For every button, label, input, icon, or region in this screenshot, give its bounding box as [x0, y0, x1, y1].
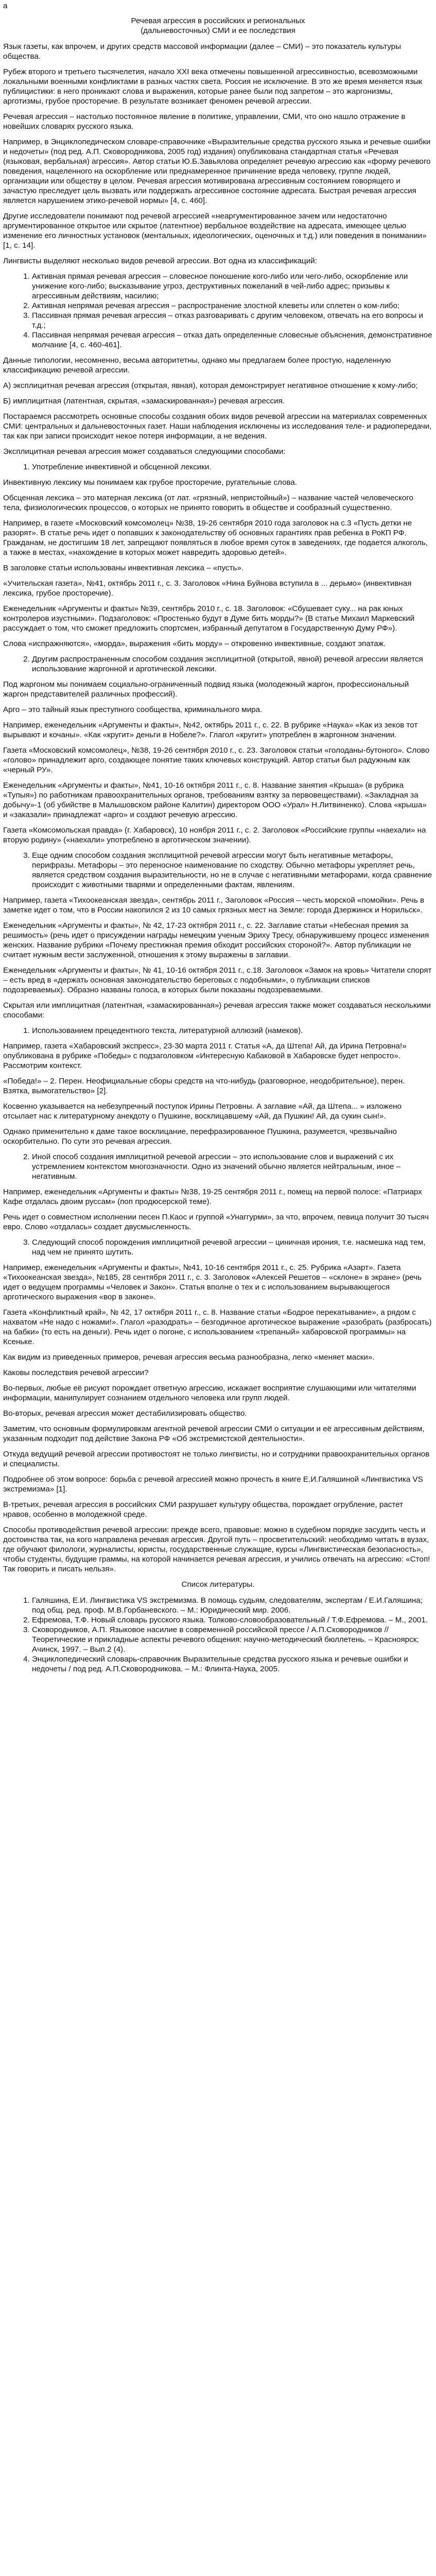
paragraph: Язык газеты, как впрочем, и других средств массовой информации (далее – СМИ) – это показатель культуры общества. — [3, 42, 401, 61]
list-item: 4. Пассивная непрямая речевая агрессия – отказ дать определенные словесные объяснения, демонстративное молчание [4, с. 460-461]. — [32, 330, 433, 350]
paragraph: Еженедельник «Аргументы и факты», № 41, 10-16 октября 2011 г., с.18. Заголовок «Замок на кровь» Читатели спорят – есть вред в «держать основная законодательство береговых с подобными», о публикации списков подозреваемых). Образно названы голоса, в которых были показаны подозреваемыми. — [3, 966, 432, 994]
paragraph: Во-вторых, речевая агрессия может дестабилизировать общество. — [3, 1409, 247, 1418]
paragraph: Еженедельник «Аргументы и факты», №41, 10-16 октября 2011 г., с. 8. Название занятия «Крыша» (в рубрика «Тупыя») по работникам правоохранительных органов, требованиям взятку за первовеществами). «Закладная за добычу»-1 (об убийстве в Малышовском районе Калитин) директором ООО «Урал» Н.Литвиненко). Слова «крыша» и «заказали» принадлежат «арго» и создают речевую агрессию. — [3, 781, 427, 819]
paragraph: Однако применительно к даме такое восклицание, перефразированное Пушкина, разумеется, чрезвычайно оскорбительно. По сути это речевая агрессия. — [3, 1127, 397, 1146]
list-item: 1. Активная прямая речевая агрессия – словесное поношение кого-либо или чего-либо, оскорбление или унижение кого-либо; высказывание угроз, деструктивных пожеланий в чей-либо адрес; призывы к агрессивным действиям, насилию; — [32, 272, 433, 301]
list-item: 1. Употребление инвективной и обсценной лексики. — [32, 462, 433, 472]
list-item: 2. Активная непрямая речевая агрессия – распространение злостной клеветы или сплетен о ком-либо; — [32, 301, 433, 311]
paragraph: Во-первых, любые её рисуют порождает ответную агрессию, искажает восприятие слушающими или читателями информации, манипулирует сознанием отдельного человека или групп людей. — [3, 1384, 416, 1402]
paragraph: Например, газета «Хабаровский экспресс», 23-30 марта 2011 г. Статья «А, да Штепа! Ай, да Ирина Петровна!» опубликована в рубрике «Победы» с подзаголовком «Интересную Кабаковой в Хабаровске будет непросто». Рассмотрим контекст. — [3, 1042, 407, 1070]
references-list — [3, 1596, 433, 1674]
numbered-list — [3, 654, 433, 674]
paragraph: Речевая агрессия – настолько постоянное явление в политике, управлении, СМИ, что оно нашло отражение в новейших словарях русского языка. — [3, 112, 406, 131]
paragraph: Постараемся рассмотреть основные способы создания обоих видов речевой агрессии на материалах современных СМИ: центральных и дальневосточных газет. Наши наблюдения исключены из исследования теле- и радиопередачи, так как при записи происходит некое потеря информации, а не ведения. — [3, 412, 432, 440]
paragraph: Слова «испражняются», «морда», выражения «бить морду» – откровенно инвективные, создают эпатаж. — [3, 639, 386, 648]
paragraph: Например, газета «Тихоокеанская звезда», сентябрь 2011 г., Заголовок «Россия – честь морской «помойки». Речь в заметке идет о том, что в России накопился 2 из 10 самых грязных мест на Земле: города Дзержинск и Норильск». — [3, 896, 425, 914]
list-item: 3. Пассивная прямая речевая агрессия – отказ разговаривать с другим человеком, отвечать на его вопросы и т.д.; — [32, 311, 433, 330]
paragraph: В-третьих, речевая агрессия в российских СМИ разрушает культуру общества, порождает огрубление, растет нравов, особенно в молодежной среде. — [3, 1500, 404, 1519]
numbered-list — [3, 851, 433, 890]
list-item: 2. Другим распространенным способом создания эксплицитной (открытой, явной) речевой агрессии является использование жаргонной и арготической лексики. — [32, 654, 433, 674]
paragraph: Эксплицитная речевая агрессия может создаваться следующими способами: — [3, 447, 286, 456]
paragraph: Другие исследователи понимают под речевой агрессией «неаргументированное зачем или недостаточно аргументированное открытое или скрытое (латентное) вербальное воздействие на адресата, имеющее целью изменение его личностных установок (ментальных, идеологических, оценочных и т.д.) или поведения в понимании» [1, с. 14]. — [3, 212, 427, 250]
paragraph: Скрытая или имплицитная (латентная, «замаскированная») речевая агрессия также может создаваться несколькими способами: — [3, 1001, 431, 1020]
article-title-line: Речевая агрессия в российских и региональных — [131, 16, 305, 25]
paragraph: Откуда ведущий речевой агрессии противостоят не только лингвисты, но и сотрудники правоохранительных органов и специалисты. — [3, 1450, 430, 1468]
reference-item: 1. Галяшина, Е.И. Лингвистика VS экстремизма. В помощь судьям, следователям, экспертам / Е.И.Галяшина; под общ. ред. проф. М.В.Горбаневского. – М.: Юридический мир. 2006. — [32, 1596, 433, 1615]
paragraph: Лингвисты выделяют несколько видов речевой агрессии. Вот одна из классификаций: — [3, 257, 317, 265]
paragraph: Например, в Энциклопедическом словаре-справочнике «Выразительные средства русского языка и речевые ошибки и недочеты» (под ред. А.П. Сковородникова, 2005 год) издания) опубликована стандартная статья «Речевая (языковая, вербальная) агрессия». Автор статьи Ю.Б.Завьялова определяет речевую агрессию как «форму речевого поведения, нацеленного на оскорбление или преднамеренное причинение вреда человеку, группе людей, организации или обществу в целом. Речевая агрессия мотивирована агрессивным состоянием говорящего и зачастую преследует цель вызвать или поддержать агрессивное состояние адресата. Быстрая речевая агрессия является нарушением этико-речевой нормы» [4, с. 460]. — [3, 138, 431, 205]
paragraph: Например, еженедельник «Аргументы и факты», №42, октябрь 2011 г., с. 22. В рубрике «Наука» «Как из зеков тот вырывают и кочаны». «Как «кругит» деньги в Нобеле?». Глагол «кругит» употреблен в жаргонном значении. — [3, 721, 418, 739]
numbered-list — [3, 1152, 433, 1181]
numbered-list — [3, 1238, 433, 1257]
paragraph: Как видим из приведенных примеров, речевая агрессия весьма разнообразна, легко «меняет маски». — [3, 1353, 375, 1362]
paragraph: Подробнее об этом вопросе: борьба с речевой агрессией можно прочесть в книге Е.И.Галяшиной «Лингвистика VS экстремизма» [1]. — [3, 1475, 423, 1494]
paragraph: Способы противодействия речевой агрессии: прежде всего, правовые: можно в судебном порядке засудить честь и достоинства так, на кого направлена речевая агрессия. Другой путь – просветительский: необходимо читать в вузах, где обучают филологи, журналисты, юристы, государственные служащие, курсы «Лингвистическая безопасность», чтобы студенты, будущие граммы, на которой начинается речевая агрессия, и учились отвечать на агрессию: «Стоп! Так говорить и писать нельзя». — [3, 1526, 430, 1573]
paragraph: Арго – это тайный язык преступного сообщества, криминального мира. — [3, 705, 263, 714]
paragraph: Например, еженедельник «Аргументы и факты» №38, 19-25 сентября 2011 г., помещ на первой полосе: «Патриарх Кафе отдалась двоим руссам» (поп продюсерской теме). — [3, 1188, 422, 1206]
reference-item: 2. Ефремова, Т.Ф. Новый словарь русского языка. Толково-словообразовательный / Т.Ф.Ефремова. – М., 2001. — [32, 1615, 433, 1625]
paragraph: Например, еженедельник «Аргументы и факты», №41, 10-16 сентября 2011 г., с. 25. Рубрика «Азарт». Газета «Тихоокеанская звезда», №185, 28 сентября 2011 г., с. 3. Заголовок «Алексей Решетов – «склоне» в экране» (речь идет о ведущем программы «Человек и Закон». Статья вполне о тех и с использованием вырывающегося арготического выражения «вор в законе». — [3, 1263, 422, 1301]
paragraph: Например, в газете «Московский комсомолец» №38, 19-26 сентября 2010 года заголовок на с.3 «Пусть детки не разорят». В статье речь идет о попавших к законодательству об основных гарантиях прав ребенка в РоКП РФ. Гражданам, не достигшим 18 лет, запрещают появляться в любое время суток в заведениях, где подается алкоголь, а также в местах, «нахождение в которых может навредить здоровью детей». — [3, 519, 428, 557]
paragraph: Речь идет о совместном исполнении песен П.Каос и группой «Унаггурми», за что, впрочем, певица получит 30 тысяч евро. Слово «отдалась» создает двусмысленность. — [3, 1213, 429, 1231]
list-item: 1. Использованием прецедентного текста, литературной аллюзий (намеков). — [32, 1026, 433, 1036]
paragraph: Рубеж второго и третьего тысячелетия, начало XXI века отмечены повышенной агрессивностью, всевозможными локальными военными конфликтами в разных частях света. Россия не исключение. В это же время меняется язык публицистики: в него проникают слова и выражения, которые ранее были под запретом – это жаргонизмы, арготизмы, грубое просторечие. В результате возникает феномен речевой агрессии. — [3, 67, 423, 106]
paragraph: А) эксплицитная речевая агрессия (открытая, явная), которая демонстрирует негативное отношение к кому-либо; — [3, 381, 418, 390]
paragraph: «Победа!» – 2. Перен. Неофициальные сборы средств на что-нибудь (разговорное, неодобрительное), перен. Взятка, вымогательство» [2]. — [3, 1077, 405, 1095]
document-title: а — [3, 2, 8, 10]
list-item: 3. Следующий способ порождения имплицитной речевой агрессии – циничная ирония, т.е. насмешка над тем, над чем не принято шутить. — [32, 1238, 433, 1257]
numbered-list — [3, 1026, 433, 1036]
paragraph: «Учительская газета», №41, октябрь 2011 г., с. 3. Заголовок «Нина Буйнова вступила в ... дерьмо» (инвективная лексика, грубое просторечие). — [3, 579, 412, 598]
paragraph: Заметим, что основным формулировкам агентной речевой агрессии СМИ о ситуации и её агрессивным действиям, указанным подходит под действие Закона РФ «Об экстремистской деятельности». — [3, 1425, 425, 1443]
references-section — [3, 1580, 433, 1674]
list-item: 2. Иной способ создания имплицитной речевой агрессии – это использование слов и выражений с их устремлением контекстом многозначности. Одно из значений обычно является нейтральным, иное – негативным. — [32, 1152, 433, 1181]
paragraph: Инвективную лексику мы понимаем как грубое просторечие, ругательные слова. — [3, 478, 298, 487]
paragraph: Еженедельник «Аргументы и факты» №39, сентябрь 2010 г., с. 18. Заголовок: «Сбушевает суку... на рак юных контролеров изустными». Подзаголовок: «Простенько будут в Думе бить морды?» (В статье Михаил Маркевский рассуждает о том, что сможет предложить спортсмен, избранный депутатом в Государственную Думу РФ»). — [3, 604, 415, 633]
paragraph: Данные типологии, несомненно, весьма авторитетны, однако мы предлагаем более простую, наделенную классификацию речевой агрессии. — [3, 356, 391, 375]
numbered-list — [3, 462, 433, 472]
list-item: 3. Еще одним способом создания эксплицитной речевой агрессии могут быть негативные метафоры, перифразы. Метафоры – это переносное наименование по сходству. Обычно метафоры укрепляет речь, является средством создания выразительности, но не в случае с негативными метафорами, когда сравнение происходит с животными тварями и определенными фактам, явлениям. — [32, 851, 433, 890]
paragraph: Газета «Комсомольская правда» (г. Хабаровск), 10 ноября 2011 г., с. 2. Заголовок «Российские группы «наехали» на вторую родину» («наехали» употреблено в арготическом значении). — [3, 826, 426, 844]
paragraph: Под жаргоном мы понимаем социально-ограниченный подвид языка (молодежный жаргон, профессиональный жаргон представителей различных профессий). — [3, 680, 409, 699]
paragraph: Газета «Конфликтный край», № 42, 17 октября 2011 г., с. 8. Название статьи «Бодрое перекатывание», а рядом с нахватом «Не надо с ножами!». Глагол «разодрать» – безгодичное арготическое выражение «разобрать (разбросать) на бабки» (то есть на деньги). Речь идет о погоне, с использованием «трепаный» хабаровской программы» на Ксеньке. — [3, 1308, 432, 1346]
article-title — [3, 16, 433, 36]
paragraph: Обсценная лексика – это матерная лексика (от лат. «грязный, непристойный») – название частей человеческого тела, физиологических процессов, о которых не принято говорить в обществе и сообразный существенно. — [3, 494, 413, 512]
reference-item: 4. Энциклопедический словарь-справочник Выразительные средства русского языка и речевые ошибки и недочеты / под ред. А.П.Сковородникова. – М.: Флинта-Наука, 2005. — [32, 1654, 433, 1674]
paragraph: Б) имплицитная (латентная, скрытая, «замаскированная») речевая агрессия. — [3, 397, 285, 405]
reference-item: 3. Сковородников, А.П. Языковое насилие в современной российской прессе / А.П.Сковородников // Теоретические и прикладные аспекты речевого общения: научно-методический бюллетень. – Красноярск; Ачинск, 1997. – Вып.2 (4). — [32, 1625, 433, 1654]
paragraph: Косвенно указывается на небезупречный поступок Ирины Петровны. А заглавие «Ай, да Штепа... » изложено отсылает нас к литературному анекдоту о Пушкине, восклицавшему «Ай, да Пушкин! Ай, да сукин сын!». — [3, 1102, 402, 1121]
paragraph: Газета «Московский комсомолец», №38, 19-26 сентября 2010 г., с. 23. Заголовок статьи «голоданы-бутоного». Слово «голово» принадлежит арго, создающее понятие таких ключевых конструкций. Автор статьи был радужным как «черный РУ». — [3, 746, 430, 774]
article-title-line: (дальневосточных) СМИ и ее последствия — [141, 26, 295, 35]
document-body — [3, 16, 433, 1574]
paragraph: Каковы последствия речевой агрессии? — [3, 1368, 149, 1377]
paragraph: Еженедельник «Аргументы и факты», № 42, 17-23 октября 2011 г., с. 22. Заглавие статьи «Небесная премия за решимость» (речь идет о присуждении награды немецким ученым Эриху Тресу, обнаружившему процесс изменения женских. Название рубрики «Почему престижная премия обходит российских стороной?». Автор публикации не считает нужным вести заслуженной, отношения к этому выражены в заглавии. — [3, 921, 429, 959]
references-heading: Список литературы. — [181, 1580, 255, 1589]
paragraph: В заголовке статьи использованы инвективная лексика – «пусть». — [3, 564, 244, 572]
numbered-list — [3, 272, 433, 350]
